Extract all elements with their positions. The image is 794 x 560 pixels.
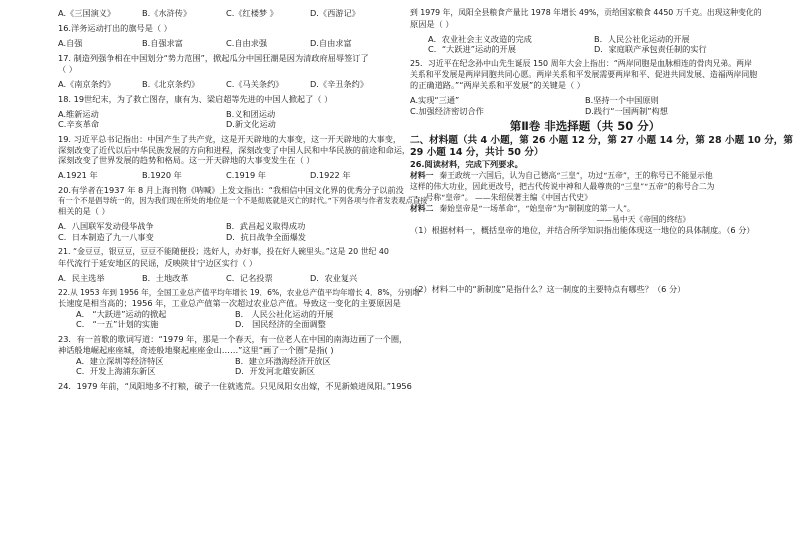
option: B.1920 年 (142, 170, 182, 181)
option: D.《西游记》 (310, 8, 360, 18)
option: D．开发河北雄安新区 (235, 366, 315, 377)
option: C．记名投票 (226, 272, 273, 283)
q17-stem: 17. 制造列强争相在中国划分“势力范围”，掀起瓜分中国狂潮是因为清政府屈辱签订了 (58, 52, 369, 63)
option: D.《辛丑条约》 (310, 78, 369, 89)
option: C． “一五”计划的实施 (76, 319, 159, 330)
q20-stem: 20.有学者在1937 年 8 月上海刊物《呐喊》上发文指出：“我相信中国文化界的优秀分子以前没 (58, 185, 404, 196)
q26-sub-question-1: （1）根据材料一，概括皇帝的地位，并结合所学知识指出能体现这一地位的具体制度。（6 分） (410, 224, 755, 235)
option: B．武昌起义取得成功 (226, 221, 306, 232)
q25-stem-cont: 关系和平发展是两岸同胞共同心愿。两岸关系和平发展需要两岸和平、促进共同发展、造福两岸同胞 (410, 69, 758, 79)
q21-stem-cont: 年代流行于延安地区的民谣，反映陕甘宁边区实行（ ） (58, 257, 258, 268)
option: C．日本制造了九一八事变 (58, 232, 154, 242)
option: D.自由求富 (310, 37, 352, 48)
option: D． 国民经济的全面调整 (235, 319, 326, 330)
option: B．建立环渤海经济开放区 (235, 355, 331, 366)
q21-stem: 21. “金豆豆，银豆豆，豆豆不能随便投；选好人，办好事，投在好人碗里头。”这是 20 世纪 40 (58, 246, 389, 256)
option: B．土地改革 (142, 272, 189, 283)
option: D.新文化运动 (226, 119, 276, 130)
option: D.1922 年 (310, 170, 351, 181)
q25-stem: 25．习近平在纪念孙中山先生诞辰 150 周年大会上指出：“两岸同胞是血脉相连的骨肉兄弟。两岸 (410, 59, 752, 69)
q20-stem-cont: 有一个不是倡导统一的，因为我们现在所处的地位是一个不是彻底就是灭亡的时代。”下列各项与作者发表观点直接 (58, 195, 428, 205)
q23-stem-cont: 神话般地崛起座座城，奇迹般地聚起座座金山……”这里“画了一个圈”是指( ) (58, 344, 334, 355)
section-2-heading-cont: 29 小题 14 分，共计 50 分） (410, 146, 544, 158)
option: B.《北京条约》 (142, 78, 200, 89)
option: D．抗日战争全面爆发 (226, 232, 306, 242)
q23-options-2 (58, 366, 394, 377)
material-2-text: 秦始皇帝是“一场革命”，“始皇帝”为“制制度的第一人”。 (439, 203, 635, 213)
option: D.践行“一国两制”构想 (585, 105, 668, 116)
q15-options (58, 8, 394, 19)
q22-options-2 (58, 319, 394, 330)
option: C.1919 年 (226, 170, 266, 181)
q23-stem: 23．有一首歌的歌词写道：“1979 年，那是一个春天，有一位老人在中国的南海边画了一个圈， (58, 334, 408, 345)
q24-stem-cont: 原因是（ ） (410, 18, 454, 29)
section-2-title: 第Ⅱ卷 非选择题（共 50 分） (509, 118, 661, 133)
q22-stem: 22.从 1953 年到 1956 年，全国工业总产值平均年增长 19．6%，农业总产值平均年增长 4．8%，分别增 (58, 287, 420, 297)
q25-options (410, 95, 760, 106)
q26-intro: 26.阅读材料，完成下列要求。 (410, 159, 523, 170)
answer-space (410, 236, 760, 284)
material-1-label: 材料一 (410, 170, 434, 180)
material-2-label: 材料二 (410, 203, 434, 213)
option: A.1921 年 (58, 170, 98, 181)
q19-stem-cont: 深刻改变了近代以后中华民族发展的方向和进程，深刻改变了中国人民和中华民族的前途和命运， (58, 144, 411, 155)
q23-options (58, 356, 394, 367)
q21-options (58, 273, 394, 284)
section-2-heading: 二、材料题（共 4 小题，第 26 小题 12 分，第 27 小题 14 分，第 28 小题 10 分，第 (410, 134, 793, 146)
q18-options-2 (58, 119, 394, 130)
material-1 (410, 170, 760, 181)
option: C.《红楼梦 》 (226, 8, 278, 18)
material-2-source: ——易中天《帝国的终结》 (596, 214, 690, 224)
option: B．人民公社化运动的开展 (594, 33, 690, 44)
q16-options (58, 38, 394, 49)
option: B.坚持一个中国原则 (585, 95, 659, 106)
material-2 (410, 203, 760, 214)
option: C.《马关条约》 (226, 78, 284, 89)
q25-stem-cont: 的正确道路。”“两岸关系和平发展”的关键是（ ） (410, 80, 585, 91)
option: D．农业复兴 (310, 272, 358, 283)
option: C.加强经济密切合作 (410, 105, 484, 116)
option: A．民主选举 (58, 272, 105, 283)
option: C．“大跃进”运动的开展 (428, 44, 516, 55)
option: A.《南京条约》 (58, 78, 116, 89)
option: C.自由求强 (226, 37, 268, 48)
option: B.《水浒传》 (142, 8, 192, 18)
q17-stem-cont: （ ） (58, 63, 77, 74)
q19-stem: 19. 习近平总书记指出：中国产生了共产党，这是开天辟地的大事变，这一开天辟地的大事变， (58, 134, 402, 145)
option: A．建立深圳等经济特区 (76, 355, 164, 366)
q22-stem-cont: 长速度是相当高的；1956 年，工业总产值第一次超过农业总产值。导致这一变化的主要原因是 (58, 298, 401, 309)
right-column (410, 8, 793, 294)
option: B.义和团运动 (226, 108, 276, 119)
option: C.辛亥革命 (58, 119, 100, 130)
material-1-text-cont: 这样的伟大功业，因此更改号，把古代传说中神和人最尊贵的“三皇”“五帝”的称号合二为 (410, 181, 715, 191)
q18-options (58, 109, 394, 120)
q24-stem: 24．1979 年前，“凤阳地多不打粮，破子一住就逃荒。只见凤阳女出嫁，不见新娘进凤阳。”1956 (58, 381, 412, 392)
q25-options-2 (410, 106, 760, 117)
option: B.自强求富 (142, 37, 183, 48)
q26-sub-question-2: （2）材料二中的“新制度”是指什么？这一制度的主要特点有哪些？（6 分） (410, 283, 686, 294)
q17-options (58, 79, 394, 90)
q24-options-2 (410, 44, 760, 55)
material-1-text: 秦王政统一六国后，认为自己德高“三皇”，功过“五帝”，王的称号已不能显示他 (439, 170, 713, 180)
option: D．家庭联产承包责任制的实行 (594, 44, 707, 55)
option: A.维新运动 (58, 108, 99, 119)
q24-options (410, 34, 760, 45)
option: A.自强 (58, 37, 83, 48)
option: A.实现“三通” (410, 95, 460, 106)
q19-stem-cont: 深刻改变了世界发展的趋势和格局。这一开天辟地的大事变发生在（ ） (58, 155, 315, 166)
q18-stem: 18. 19世纪末，为了救亡图存，康有为、梁启超等先进的中国人掀起了（ ） (58, 93, 333, 104)
option: A． “大跃进”运动的掀起 (76, 308, 167, 319)
q22-options (58, 309, 394, 320)
option: A.《三国演义》 (58, 8, 116, 18)
q20-options (58, 221, 394, 232)
option: A．农业社会主义改造的完成 (428, 33, 532, 44)
option: A．八国联军发动侵华战争 (58, 221, 154, 232)
q19-options (58, 170, 394, 181)
option: B． 人民公社化运动的开展 (235, 308, 334, 319)
material-1-text-cont: 一，号称“皇帝”。 ——朱绍侯著主编《中国古代史》 (410, 192, 592, 202)
option: C．开发上海浦东新区 (76, 366, 156, 377)
q24-stem-cont: 到 1979 年，凤阳全县粮食产量比 1978 年增长 49%，贡给国家粮食 4450 万千克。出现这种变化的 (410, 8, 762, 17)
q20-stem-cont: 相关的是（ ） (58, 206, 110, 217)
q20-options-2 (58, 232, 394, 243)
q16-stem: 16.洋务运动打出的旗号是（ ） (58, 22, 172, 33)
